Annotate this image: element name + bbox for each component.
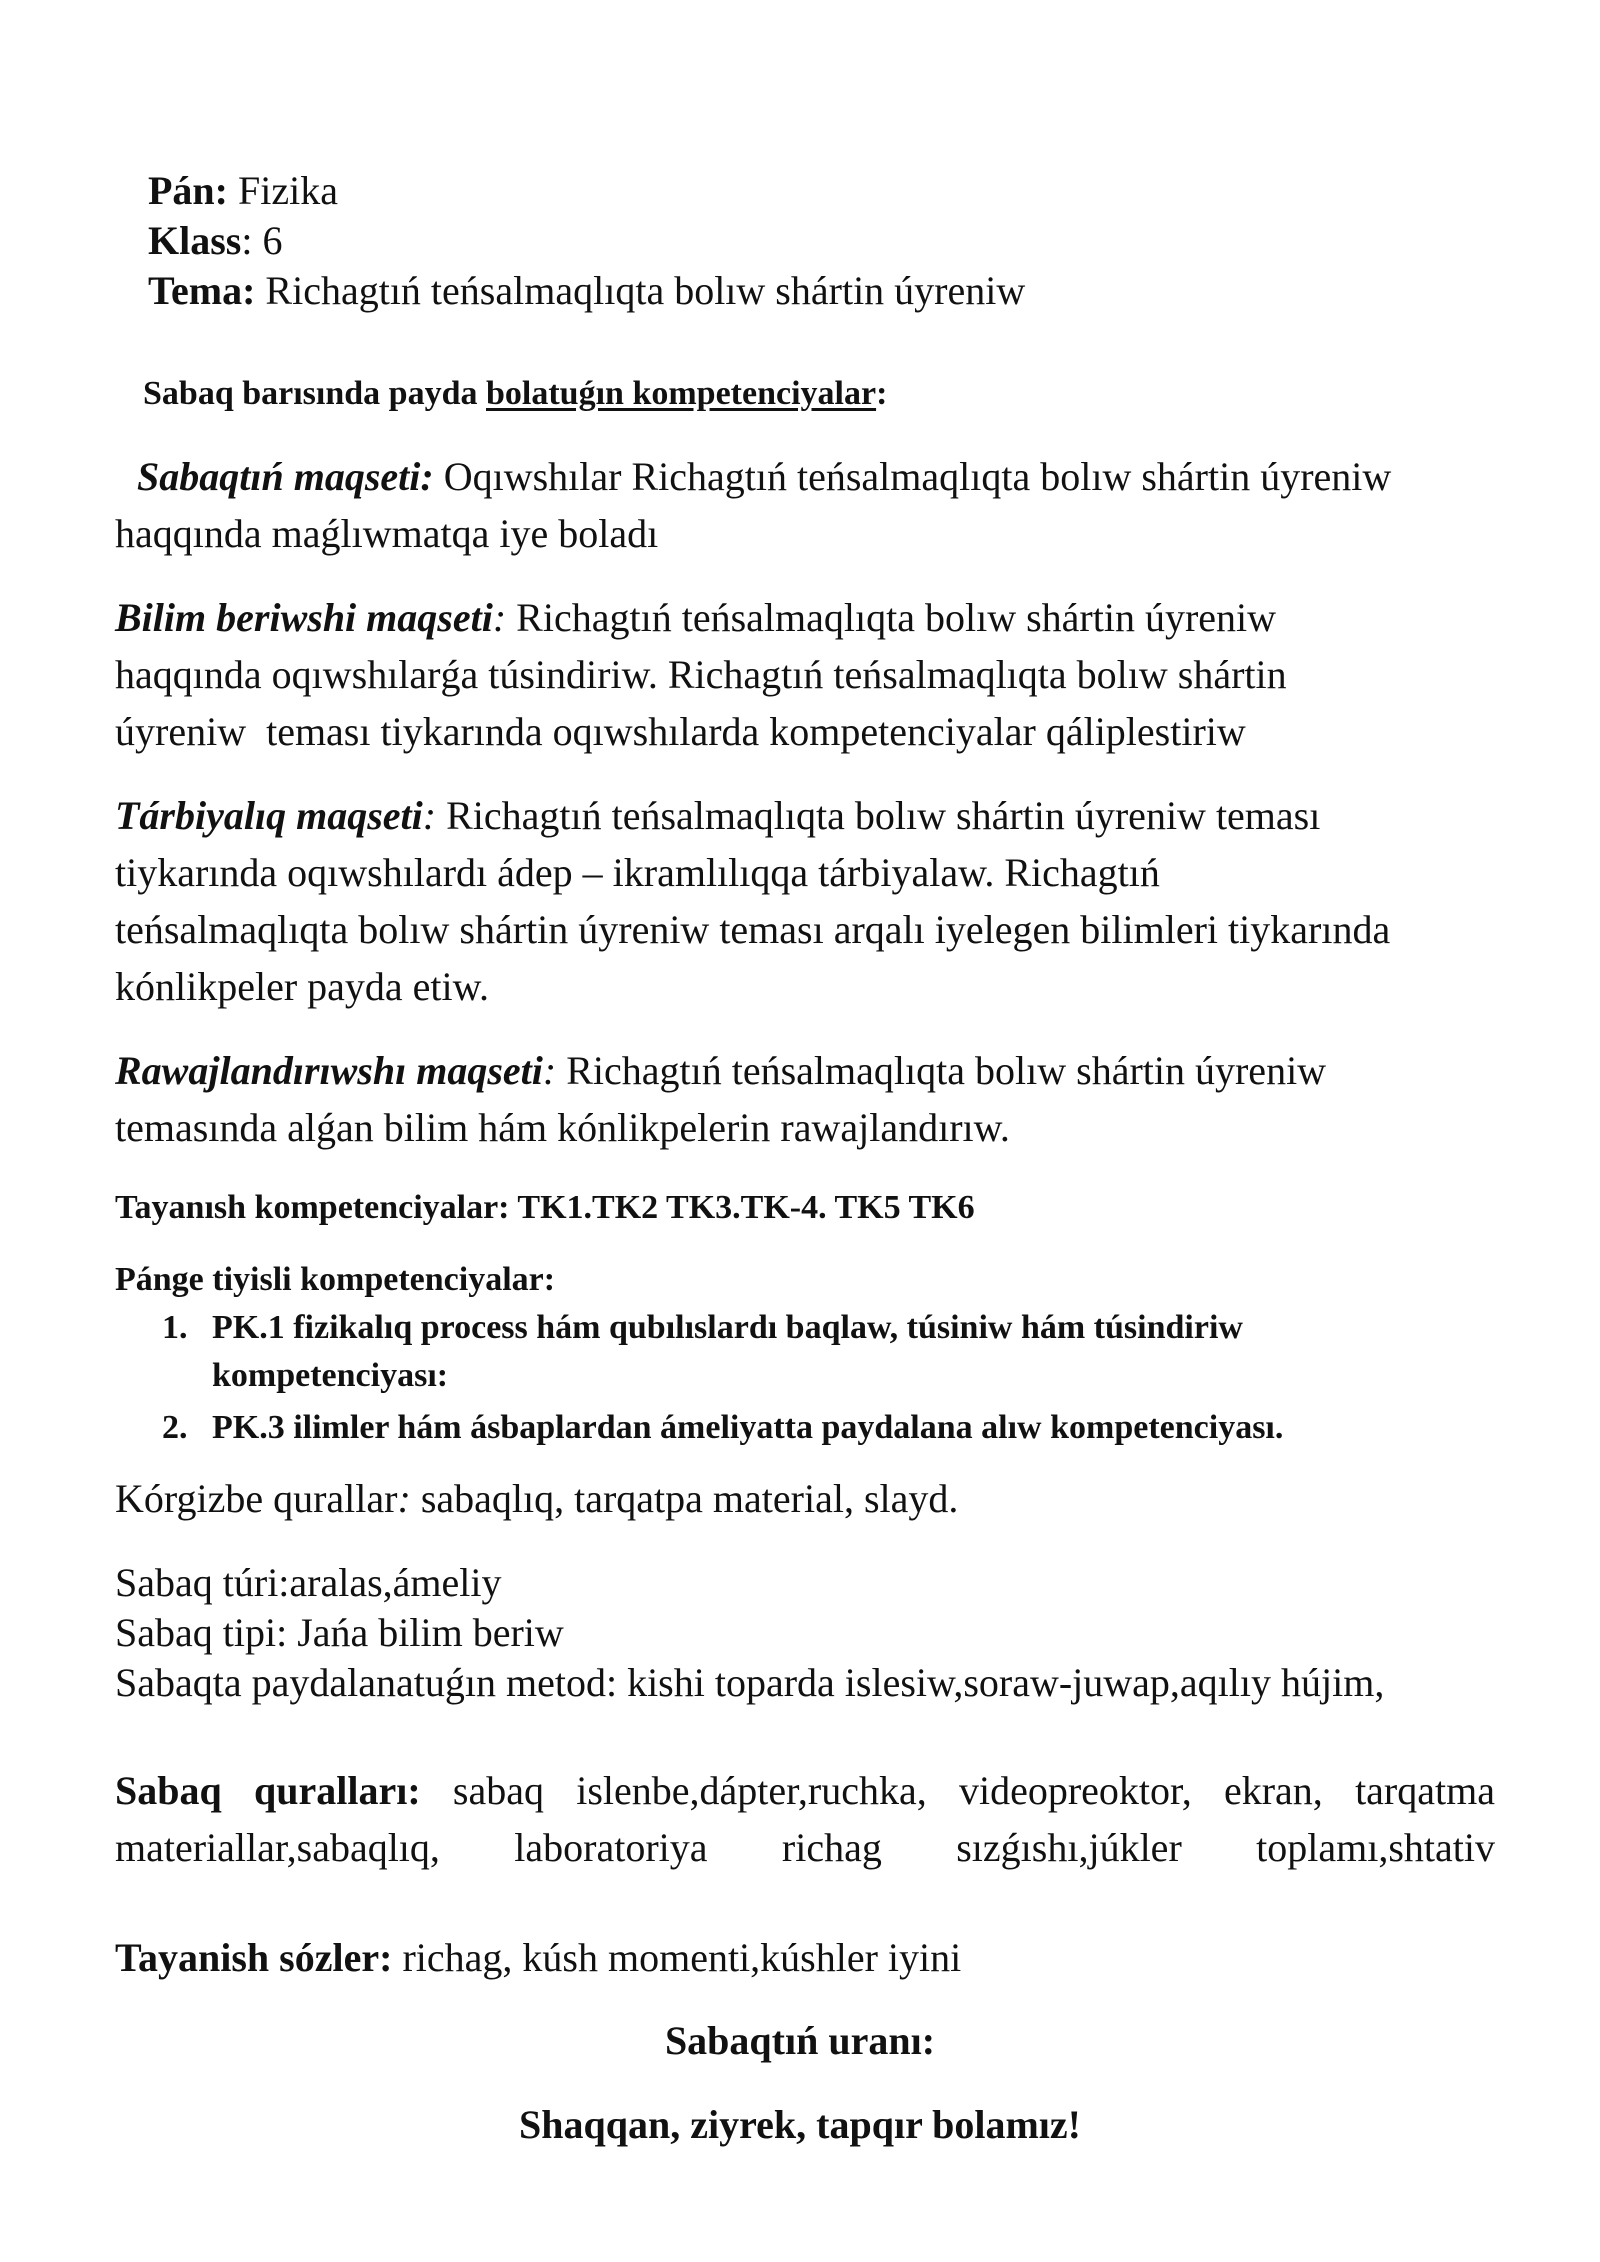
educational-goal-text-1: Richagtıń teńsalmaqlıqta bolıw shártin úyreniw (506, 595, 1277, 640)
upbringing-goal-label: Tárbiyalıq maqseti (115, 793, 423, 838)
competencies-heading (143, 372, 887, 416)
subject-competency-item-2 (162, 1406, 1283, 1450)
upbringing-goal-text-1: Richagtıń teńsalmaqlıqta bolıw shártin úyreniw teması (436, 793, 1321, 838)
class-line (148, 216, 282, 266)
lesson-goal-text-1: Oqıwshılar Richagtıń teńsalmaqlıqta bolıw shártin úyreniw (433, 454, 1392, 499)
subject-line (148, 166, 338, 216)
lesson-method: Sabaqta paydalanatuǵın metod: kishi toparda islesiw,soraw-juwap,aqılıy hújim, (115, 1660, 1385, 1705)
competencies-heading-suffix: : (876, 375, 888, 412)
competencies-heading-prefix: Sabaq barısında payda (143, 375, 486, 412)
upbringing-goal (115, 787, 1495, 1015)
lesson-tools-line-1 (115, 1762, 1495, 1819)
subject-competency-item-1 (162, 1306, 1243, 1350)
lesson-goal-line-2: haqqında maǵlıwmatqa iye boladı (115, 511, 659, 556)
list-number: 1. (162, 1309, 188, 1346)
subject-competency-item-1-continuation: kompetenciyası: (212, 1357, 449, 1394)
topic-line (148, 266, 1025, 316)
lesson-tools-line-2: materiallar,sabaqlıq, laboratoriya richag sızǵıshı,júkler toplamı,shtativ (115, 1825, 1495, 1870)
subject-competency-text-2: PK.3 ilimler hám ásbaplardan ámeliyatta paydalana alıw kompetenciyası. (212, 1409, 1284, 1446)
key-words-value: richag, kúsh momenti,kúshler iyini (392, 1935, 962, 1980)
list-number: 2. (162, 1409, 188, 1446)
lesson-tools-text-1: sabaq islenbe,dápter,ruchka, videopreoktor, ekran, tarqatma (420, 1768, 1495, 1813)
development-goal-colon: : (542, 1048, 557, 1093)
class-label: Klass (148, 218, 242, 263)
lesson-goal-line-1 (115, 448, 1495, 505)
motto-text: Shaqqan, ziyrek, tapqır bolamız! (519, 2102, 1081, 2147)
visual-aids-label: Kórgizbe qurallar (115, 1476, 398, 1521)
subject-competencies-heading: Pánge tiyisli kompetenciyalar: (115, 1261, 556, 1298)
visual-aids-colon: : (397, 1476, 411, 1521)
subject-label: Pán: (148, 168, 228, 213)
subject-value: Fizika (238, 168, 338, 213)
lesson-goal (115, 448, 1495, 562)
upbringing-goal-line-4: kónlikpeler payda etiw. (115, 964, 489, 1009)
core-competencies: Tayanısh kompetenciyalar: TK1.TK2 TK3.TK-4. TK5 TK6 (115, 1189, 975, 1226)
key-words (115, 1933, 961, 1983)
lesson-tools-label: Sabaq quralları: (115, 1768, 421, 1813)
visual-aids (115, 1474, 958, 1524)
development-goal (115, 1042, 1495, 1156)
development-goal-line-1 (115, 1042, 1495, 1099)
subject-competency-text-1: PK.1 fizikalıq process hám qubılıslardı baqlaw, túsiniw hám túsindiriw (212, 1309, 1243, 1346)
lesson-tools (115, 1762, 1495, 1876)
motto-heading: Sabaqtıń uranı: (664, 2018, 936, 2063)
visual-aids-value: sabaqlıq, tarqatpa material, slayd. (410, 1476, 959, 1521)
educational-goal-colon: : (492, 595, 507, 640)
lesson-goal-label: Sabaqtıń maqseti: (137, 454, 434, 499)
upbringing-goal-line-3: teńsalmaqlıqta bolıw shártin úyreniw teması arqalı iyelegen bilimleri tiykarında (115, 907, 1391, 952)
educational-goal (115, 589, 1495, 760)
competencies-heading-underlined: bolatuǵın kompetenciyalar (486, 375, 877, 412)
upbringing-goal-colon: : (422, 793, 437, 838)
development-goal-label: Rawajlandırıwshı maqseti (115, 1048, 543, 1093)
educational-goal-label: Bilim beriwshi maqseti (115, 595, 493, 640)
educational-goal-line-3: úyreniw teması tiykarında oqıwshılarda kompetenciyalar qáliplestiriw (115, 709, 1246, 754)
lesson-kind: Sabaq tipi: Jańa bilim beriw (115, 1610, 564, 1655)
upbringing-goal-line-2: tiykarında oqıwshılardı ádep – ikramlılıqqa tárbiyalaw. Richagtıń (115, 850, 1160, 895)
class-value: : 6 (241, 218, 283, 263)
educational-goal-line-2: haqqında oqıwshılarǵa túsindiriw. Richagtıń teńsalmaqlıqta bolıw shártin (115, 652, 1287, 697)
educational-goal-line-1 (115, 589, 1495, 646)
lesson-type: Sabaq túri:aralas,ámeliy (115, 1560, 502, 1605)
upbringing-goal-line-1 (115, 787, 1495, 844)
topic-label: Tema: (148, 268, 256, 313)
development-goal-text-1: Richagtıń teńsalmaqlıqta bolıw shártin úyreniw (556, 1048, 1327, 1093)
topic-value: Richagtıń teńsalmaqlıqta bolıw shártin úyreniw (265, 268, 1026, 313)
development-goal-line-2: temasında alǵan bilim hám kónlikpelerin rawajlandırıw. (115, 1105, 1010, 1150)
key-words-label: Tayanish sózler: (115, 1935, 393, 1980)
